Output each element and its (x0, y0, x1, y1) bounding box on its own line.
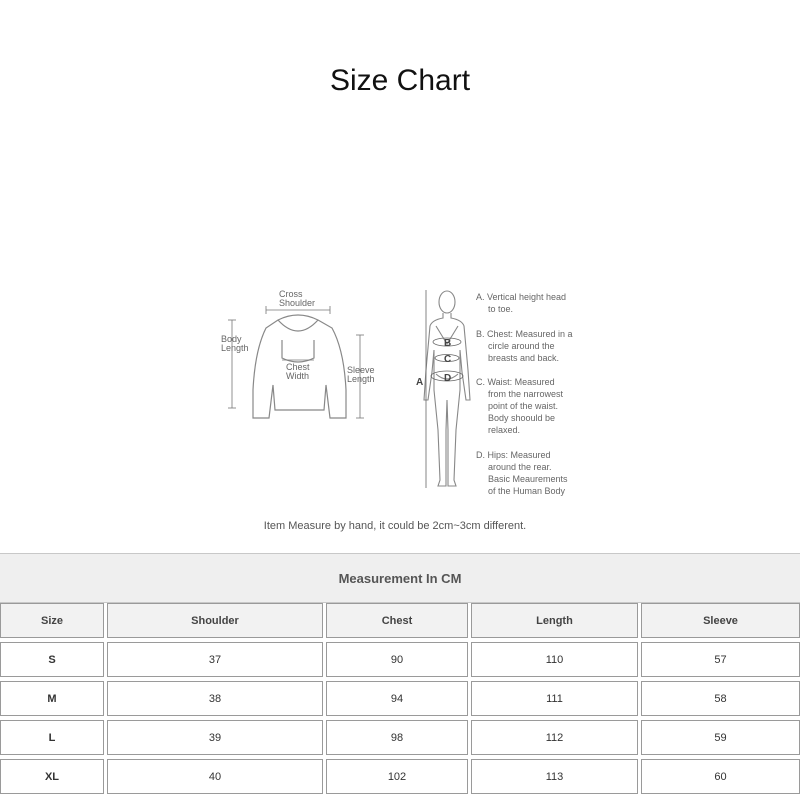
body-length-label-1: Body (221, 334, 242, 344)
size-cell: L (0, 720, 104, 755)
length-cell: 110 (471, 642, 638, 677)
note-line: Body shoould be (488, 413, 556, 423)
sleeve-cell: 59 (641, 720, 800, 755)
table-row (0, 642, 800, 678)
shoulder-cell: 40 (107, 759, 323, 794)
sleeve-cell: 57 (641, 642, 800, 677)
chest-cell: 94 (326, 681, 468, 716)
chest-cell: 102 (326, 759, 468, 794)
cross-shoulder-label-2: Shoulder (279, 298, 316, 308)
chest-cell: 90 (326, 642, 468, 677)
chest-width-label-1: Chest (286, 362, 310, 372)
sleeve-cell: 58 (641, 681, 800, 716)
header-size: Size (0, 603, 104, 638)
size-cell: S (0, 642, 104, 677)
size-table (0, 553, 800, 800)
note-line: relaxed. (488, 425, 521, 435)
header-length: Length (471, 603, 638, 638)
note-line: from the narrowest (488, 389, 564, 399)
length-cell: 113 (471, 759, 638, 794)
note-line: Basic Meaurements (488, 474, 568, 484)
chest-width-label-2: Width (286, 371, 310, 381)
page-title: Size Chart (329, 64, 471, 97)
size-cell: XL (0, 759, 104, 794)
cross-shoulder-label-1: Cross (279, 289, 303, 299)
body-letter-a: A (416, 377, 424, 388)
shoulder-cell: 39 (107, 720, 323, 755)
note-line: to toe. (488, 304, 514, 314)
chest-cell: 98 (326, 720, 468, 755)
body-length-label-2: Length (221, 343, 249, 353)
measurement-illustration (200, 280, 600, 530)
note-line: A. Vertical height head (476, 292, 567, 302)
measurement-diagram (200, 280, 600, 530)
size-cell: M (0, 681, 104, 716)
length-cell: 112 (471, 720, 638, 755)
sleeve-cell: 60 (641, 759, 800, 794)
note-line: of the Human Body (488, 486, 566, 496)
table-caption: Measurement In CM (0, 553, 800, 603)
note-line: point of the waist. (488, 401, 559, 411)
length-cell: 111 (471, 681, 638, 716)
note-line: C. Waist: Measured (476, 377, 555, 387)
measurement-notes (476, 292, 573, 496)
body-letter-b: B (444, 338, 452, 349)
sleeve-length-label-1: Sleeve (347, 365, 375, 375)
header-sleeve: Sleeve (641, 603, 800, 638)
note-line: breasts and back. (488, 353, 560, 363)
note-line: B. Chest: Measured in a (476, 329, 573, 339)
table-row (0, 759, 800, 795)
measure-footnote: Item Measure by hand, it could be 2cm~3cm different. (263, 520, 527, 532)
shoulder-cell: 37 (107, 642, 323, 677)
note-line: circle around the (488, 341, 555, 351)
note-line: D. Hips: Measured (476, 450, 551, 460)
note-line: around the rear. (488, 462, 552, 472)
header-shoulder: Shoulder (107, 603, 323, 638)
shoulder-cell: 38 (107, 681, 323, 716)
table-row (0, 720, 800, 756)
sleeve-length-label-2: Length (347, 374, 375, 384)
body-letter-d: D (444, 373, 452, 384)
header-chest: Chest (326, 603, 468, 638)
body-letter-c: C (444, 354, 452, 365)
table-row (0, 681, 800, 717)
table-header-row (0, 603, 800, 639)
human-body-outline-icon (424, 291, 470, 486)
